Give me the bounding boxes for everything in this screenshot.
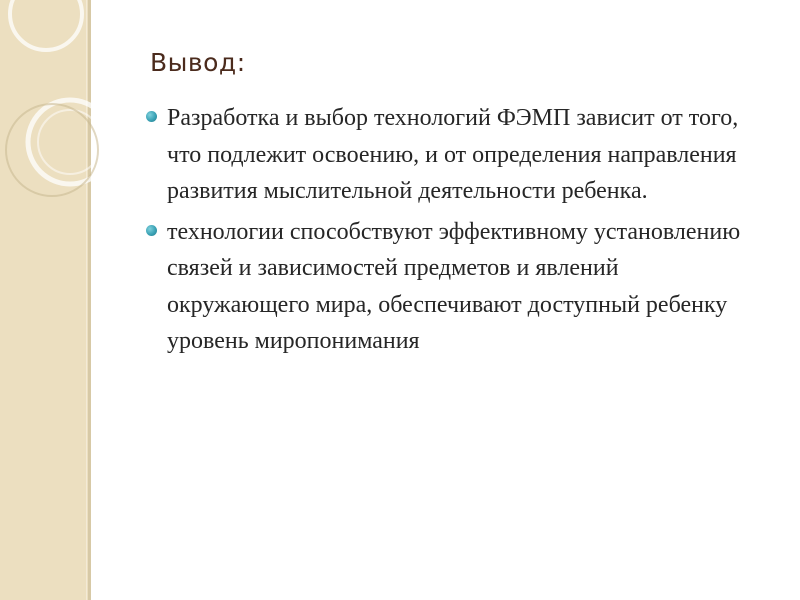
bullet-item-1 [146,100,766,210]
bullet-text: Разработка и выбор технологий ФЭМП зависит от того, что подлежит освоению, и от определения направления развития мыслительной деятельности ребенка. [167,105,739,204]
bullet-list [146,100,766,364]
teal-dot-icon [146,111,157,122]
ring-middle-inner [38,110,102,174]
ring-top [10,0,82,50]
bullet-text: технологии способствуют эффективному установлению связей и зависимостей предметов и явлений окружающего мира, обеспечивают доступный ребенку уровень миропонимания [167,218,741,354]
teal-dot-icon [146,225,157,236]
ring-middle [28,100,112,184]
bullet-item-2 [146,214,766,360]
slide-title: Вывод: [150,48,246,77]
rings-decoration [0,0,140,260]
